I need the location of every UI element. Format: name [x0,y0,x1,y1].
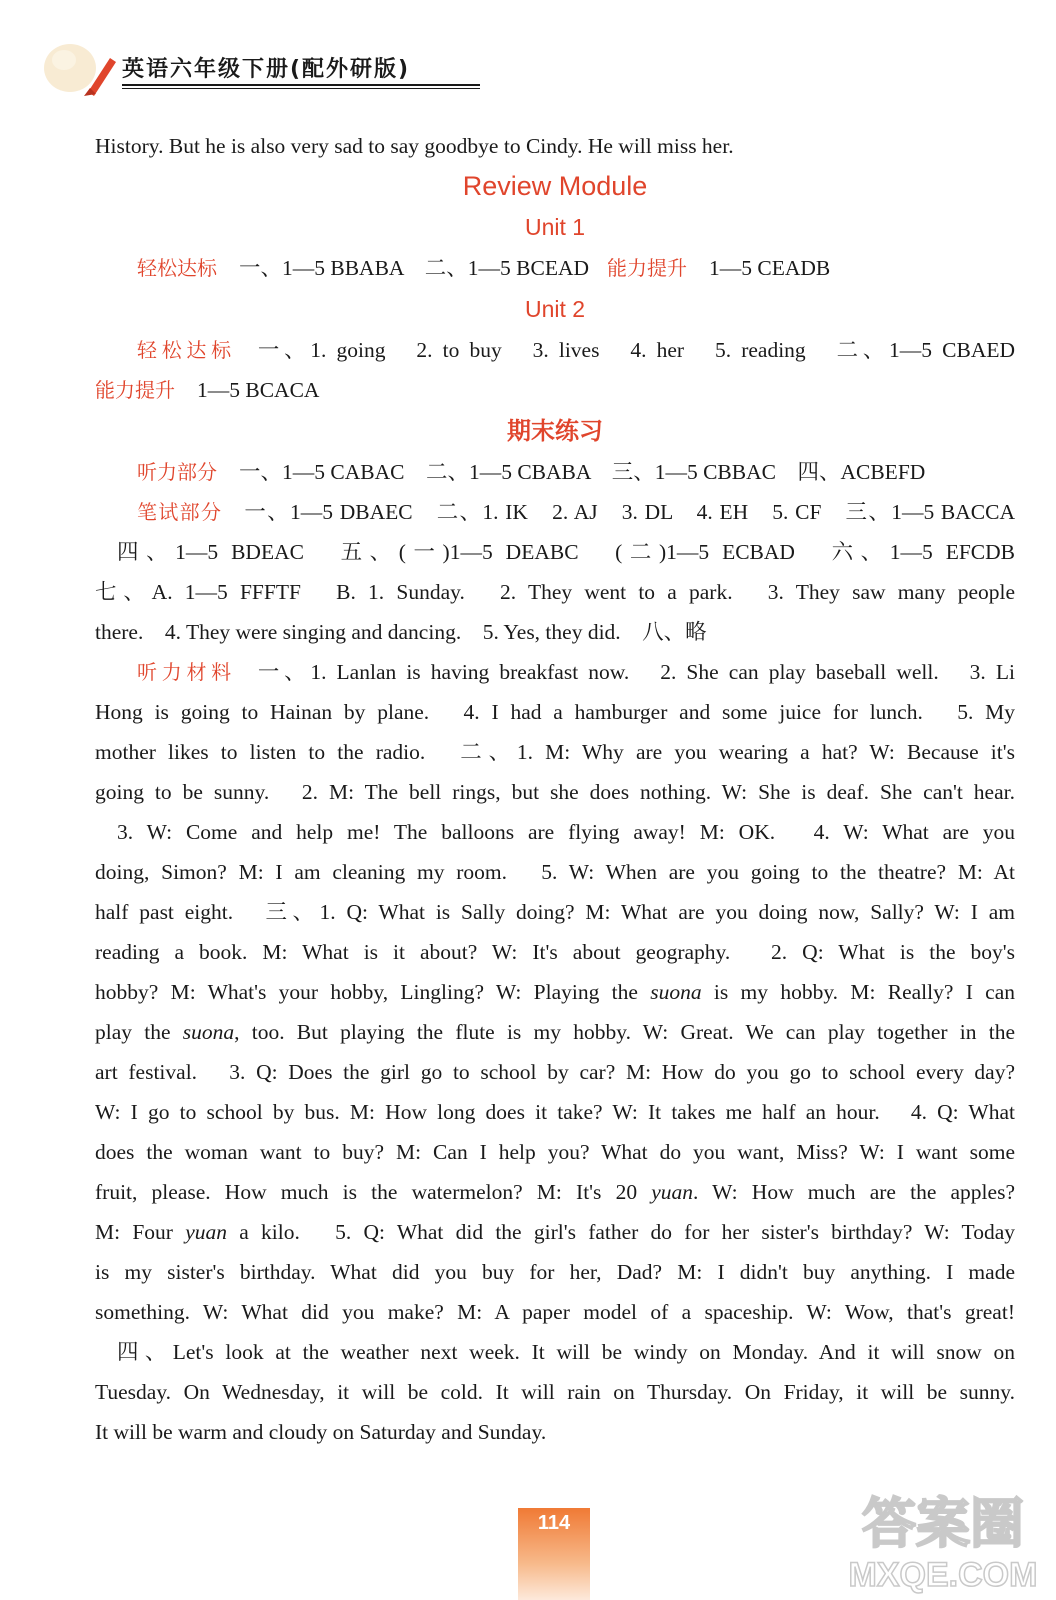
text-span: is my hobby. M: Really? I can [701,980,1015,1004]
text-line: doing, Simon? M: I am cleaning my room. 5. W: When are you going to the theatre? M: At [95,860,1015,884]
unit2-title: Unit 2 [524,296,586,322]
review-module-title: Review Module [462,171,648,201]
text-line: 四、1—5 BDEAC 五、(一)1—5 DEABC (二)1—5 ECBAD 六、1—5 EFCDB [117,540,1015,564]
text-line: is my sister's birthday. What did you buy for her, Dad? M: I didn't buy anything. I made [95,1260,1015,1284]
italic-word: yuan [185,1220,227,1244]
written-answer-text: 一、1—5 DBAEC 二、1. IK 2. AJ 3. DL 4. EH 5. CF 三、1—5 BACCA [244,500,1016,524]
book-title: 英语六年级下册(配外研版) [122,57,411,82]
written-answers [95,492,1015,532]
text-span: a kilo. 5. Q: What did the girl's father do for her sister's birthday? W: Today [227,1220,1015,1244]
text-line: 七、A. 1—5 FFFTF B. 1. Sunday. 2. They went to a park. 3. They saw many people [95,580,1015,604]
text-span: play the [95,1020,183,1044]
material-text: 一、1. Lanlan is having breakfast now. 2. She can play baseball well. 3. Li [257,660,1016,684]
text-line: Hong is going to Hainan by plane. 4. I had a hamburger and some juice for lunch. 5. My [95,700,1015,724]
text-line: half past eight. 三、1. Q: What is Sally doing? M: What are you doing now, Sally? W: I am [95,900,1015,924]
title-underline-thin [122,88,480,89]
listening-answer-text: 一、1—5 CABAC 二、1—5 CBABA 三、1—5 CBBAC 四、ACBEFD [239,460,926,484]
title-underline [122,84,480,86]
text-line: does the woman want to buy? M: Can I help you? What do you want, Miss? W: I want some [95,1140,1015,1164]
text-span: fruit, please. How much is the watermelon? M: It's 20 [95,1180,652,1204]
material-line [95,652,1015,692]
text-line [95,1172,1015,1212]
text-line: W: I go to school by bus. M: How long does it take? W: It takes me half an hour. 4. Q: What [95,1100,1015,1124]
text-span: hobby? M: What's your hobby, Lingling? W: Playing the [95,980,651,1004]
text-span: M: Four [95,1220,186,1244]
text-line: Tuesday. On Wednesday, it will be cold. It will rain on Thursday. On Friday, it will be sunny. [95,1380,1015,1404]
unit2-easy-answers: 一、1. going 2. to buy 3. lives 4. her 5. reading 二、1—5 CBAED [257,338,1016,362]
text-line [95,1012,1015,1052]
label-listening: 听力部分 [137,460,217,484]
italic-word: suona [182,1020,235,1044]
text-line: 四、Let's look at the weather next week. It will be windy on Monday. And it will snow on [117,1340,1015,1364]
watermark-bottom-text: MXQE.COM [848,1556,1038,1594]
label-easy: 轻松达标 [137,338,236,362]
text-line: mother likes to listen to the radio. 二、1. M: Why are you wearing a hat? W: Because it's [95,740,1015,764]
text-line [95,1212,1015,1252]
text-line: History. But he is also very sad to say goodbye to Cindy. He will miss her. [95,134,734,158]
italic-word: yuan [651,1180,694,1204]
text-line: art festival. 3. Q: Does the girl go to school by car? M: How do you go to school every day? [95,1060,1015,1084]
label-improve: 能力提升 [607,256,688,280]
text-span: . W: How much are the apples? [693,1180,1015,1204]
unit1-answers [95,248,1015,288]
unit1-improve-answers: 1—5 CEADB [709,256,831,280]
label-material: 听力材料 [137,660,236,684]
watermark-top-text: 答案圈 [862,1492,1024,1555]
text-span: , too. But playing the flute is my hobby. W: Great. We can play together in the [234,1020,1015,1044]
final-practice-title: 期末练习 [507,417,603,445]
label-improve: 能力提升 [95,378,175,402]
text-line: 3. W: Come and help me! The balloons are flying away! M: OK. 4. W: What are you [117,820,1015,844]
text-line [95,972,1015,1012]
page-number: 114 [537,1512,571,1534]
unit1-easy-answers: 一、1—5 BBABA 二、1—5 BCEAD [239,256,590,280]
watermark-logo-icon [838,1478,1048,1596]
italic-word: suona [650,980,702,1004]
text-line: reading a book. M: What is it about? W: It's about geography. 2. Q: What is the boy's [95,940,1015,964]
listening-answers [95,452,1015,492]
unit1-title: Unit 1 [524,214,586,240]
text-line: there. 4. They were singing and dancing. 5. Yes, they did. 八、略 [95,620,707,644]
answer-content [95,126,1015,1452]
label-easy: 轻松达标 [137,256,217,280]
unit2-answers [95,330,1015,370]
text-line: It will be warm and cloudy on Saturday and Sunday. [95,1420,547,1444]
unit2-improve [95,370,1015,410]
page-header [40,30,460,110]
text-line: going to be sunny. 2. M: The bell rings, but she does nothing. W: She is deaf. She can't hear. [95,780,1015,804]
text-line: something. W: What did you make? M: A paper model of a spaceship. W: Wow, that's great! [95,1300,1015,1324]
label-written: 笔试部分 [137,500,223,524]
unit2-improve-answers: 1—5 BCACA [197,378,320,402]
brush-logo-icon [40,30,120,100]
